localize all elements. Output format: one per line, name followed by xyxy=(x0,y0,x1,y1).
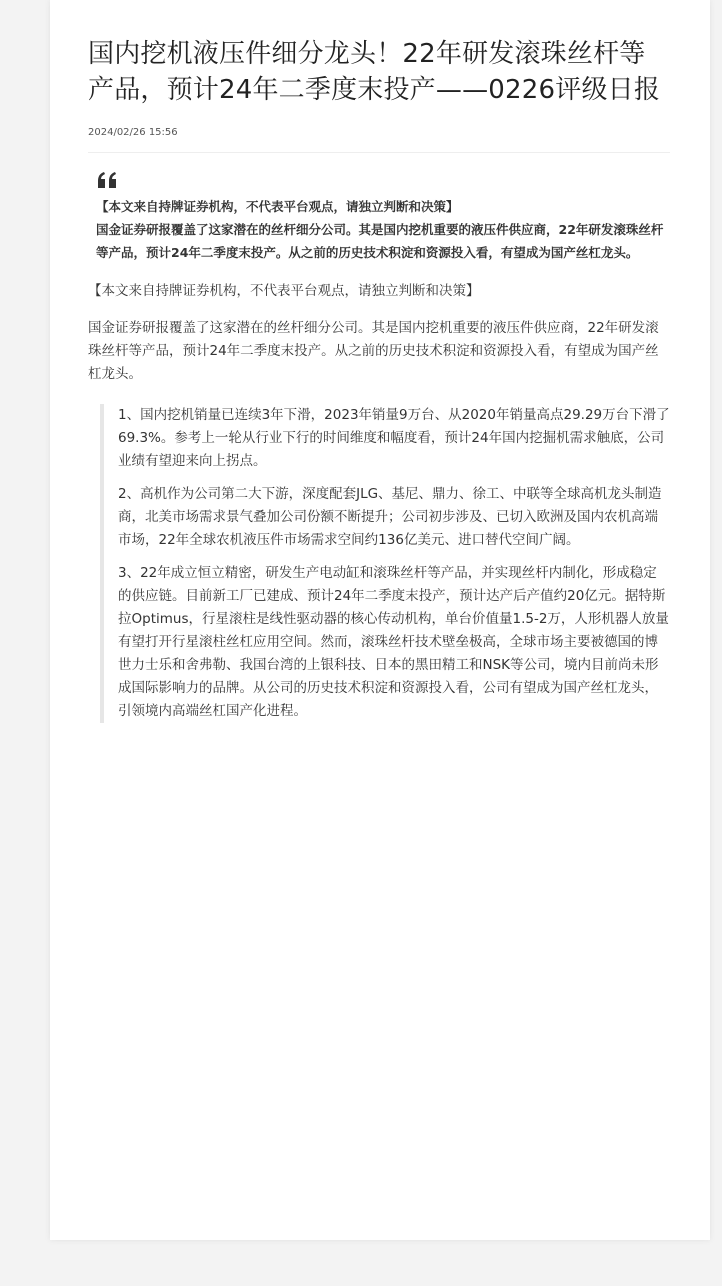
quote-icon xyxy=(96,169,122,195)
article-body xyxy=(88,36,670,723)
summary-disclaimer: 【本文来自持牌证券机构，不代表平台观点，请独立判断和决策】 xyxy=(96,199,459,214)
key-point-1: 1、国内挖机销量已连续3年下滑，2023年销量9万台、从2020年销量高点29.29万台下滑了69.3%。参考上一轮从行业下行的时间维度和幅度看，预计24年国内挖掘机需求触底，公司业绩有望迎来向上拐点。 xyxy=(118,407,670,469)
title-divider xyxy=(88,152,670,153)
article-title: 国内挖机液压件细分龙头！22年研发滚珠丝杆等产品，预计24年二季度末投产——0226评级日报 xyxy=(88,39,661,105)
key-points-quote xyxy=(100,404,670,723)
key-point-2: 2、高机作为公司第二大下游，深度配套JLG、基尼、鼎力、徐工、中联等全球高机龙头制造商，北美市场需求景气叠加公司份额不断提升；公司初步涉及、已切入欧洲及国内农机高端市场，22年全球农机液压件市场需求空间约136亿美元、进口替代空间广阔。 xyxy=(118,486,662,548)
article-page xyxy=(50,0,710,1240)
summary-text: 国金证券研报覆盖了这家潜在的丝杆细分公司。其是国内挖机重要的液压件供应商，22年研发滚珠丝杆等产品，预计24年二季度末投产。从之前的历史技术积淀和资源投入看，有望成为国产丝杠龙头。 xyxy=(96,222,664,260)
publish-date: 2024/02/26 15:56 xyxy=(88,127,178,138)
article-disclaimer: 【本文来自持牌证券机构，不代表平台观点，请独立判断和决策】 xyxy=(88,283,480,299)
article-summary xyxy=(88,169,666,264)
article-intro: 国金证券研报覆盖了这家潜在的丝杆细分公司。其是国内挖机重要的液压件供应商，22年研发滚珠丝杆等产品，预计24年二季度末投产。从之前的历史技术积淀和资源投入看，有望成为国产丝杠龙头。 xyxy=(88,320,659,382)
key-point-3: 3、22年成立恒立精密，研发生产电动缸和滚珠丝杆等产品，并实现丝杆内制化，形成稳定的供应链。目前新工厂已建成、预计24年二季度末投产，预计达产后产值约20亿元。据特斯拉Optimus，行星滚柱是线性驱动器的核心传动机构，单台价值量1.5-2万，人形机器人放量有望打开行星滚柱丝杠应用空间。然而，滚珠丝杆技术壁垒极高，全球市场主要被德国的博世力士乐和舍弗勒、我国台湾的上银科技、日本的黑田精工和NSK等公司，境内目前尚未形成国际影响力的品牌。从公司的历史技术积淀和资源投入看，公司有望成为国产丝杠龙头，引领境内高端丝杠国产化进程。 xyxy=(118,565,669,719)
